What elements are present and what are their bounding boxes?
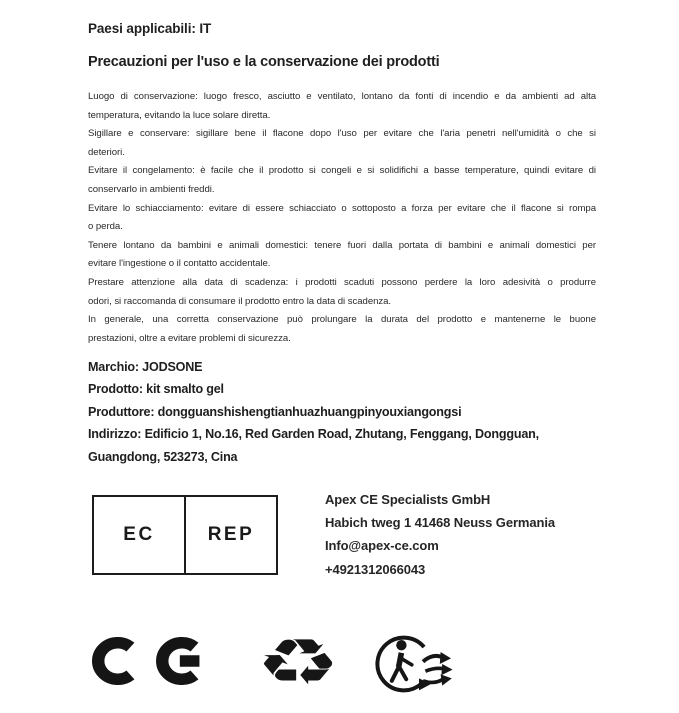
precaution-line: temperatura, evitando la luce solare diretta. [88, 109, 271, 121]
precaution-line: In generale, una corretta conservazione può prolungare la durata del prodotto e mantenerne le buone [88, 314, 596, 326]
representative-address: Habich tweg 1 41468 Neuss Germania [325, 515, 555, 531]
representative-name: Apex CE Specialists GmbH [325, 492, 491, 507]
manufacturer-line: Produttore: dongguanshishengtianhuazhuangpinyouxiangongsi [88, 404, 462, 419]
precaution-line: Prestare attenzione alla data di scadenza: i prodotti scaduti possono perdere la loro adesività o produrre [88, 276, 596, 288]
precaution-line: Evitare lo schiacciamento: evitare di essere schiacciato o sottoposto a forza per evitare che il flacone si rompa [88, 202, 596, 214]
precaution-line: Sigillare e conservare: sigillare bene il flacone dopo l'uso per evitare che l'aria penetri nell'umidità o che si [88, 128, 596, 140]
precaution-line: o perda. [88, 221, 123, 233]
precaution-line: prestazioni, oltre a evitare problemi di sicurezza. [88, 332, 291, 344]
precaution-line: conservarlo in ambienti freddi. [88, 183, 215, 195]
eu-representative-contact [325, 488, 555, 581]
precaution-line: Evitare il congelamento: è facile che il prodotto si congeli e si solidifichi a basse temperature, quindi evitare di [88, 165, 596, 177]
precaution-line: Luogo di conservazione: luogo fresco, asciutto e ventilato, lontano da fonti di incendio e da ambienti ad alta [88, 91, 596, 102]
address-line: Indirizzo: Edificio 1, No.16, Red Garden Road, Zhutang, Fenggang, Dongguan, [88, 427, 539, 442]
precaution-line: deteriori. [88, 146, 125, 158]
address-line: Guangdong, 523273, Cina [88, 449, 238, 464]
precaution-line: Tenere lontano da bambini e animali domestici: tenere fuori dalla portata di bambini e animali domestici per [88, 239, 596, 251]
precautions-text [88, 88, 596, 348]
precaution-line: odori, si raccomanda di consumare il prodotto entro la data di scadenza. [88, 295, 392, 307]
product-line: Prodotto: kit smalto gel [88, 382, 224, 397]
ec-rep-ec-label: EC [94, 497, 186, 573]
triman-icon [375, 634, 455, 699]
recycling-icon: ♻ [255, 625, 341, 700]
representative-phone: +4921312066043 [325, 561, 426, 577]
brand-line: Marchio: JODSONE [88, 360, 203, 374]
representative-email: Info@apex-ce.com [325, 538, 439, 554]
precaution-line: evitare l'ingestione o il contatto accidentale. [88, 258, 271, 270]
ce-mark-icon [91, 637, 217, 690]
ec-rep-rep-label: REP [207, 524, 255, 545]
ec-rep-box [92, 495, 278, 575]
applicable-countries: Paesi applicabili: IT [88, 21, 212, 36]
product-info [88, 356, 608, 468]
precautions-title: Precauzioni per l'uso e la conservazione dei prodotti [88, 54, 440, 70]
